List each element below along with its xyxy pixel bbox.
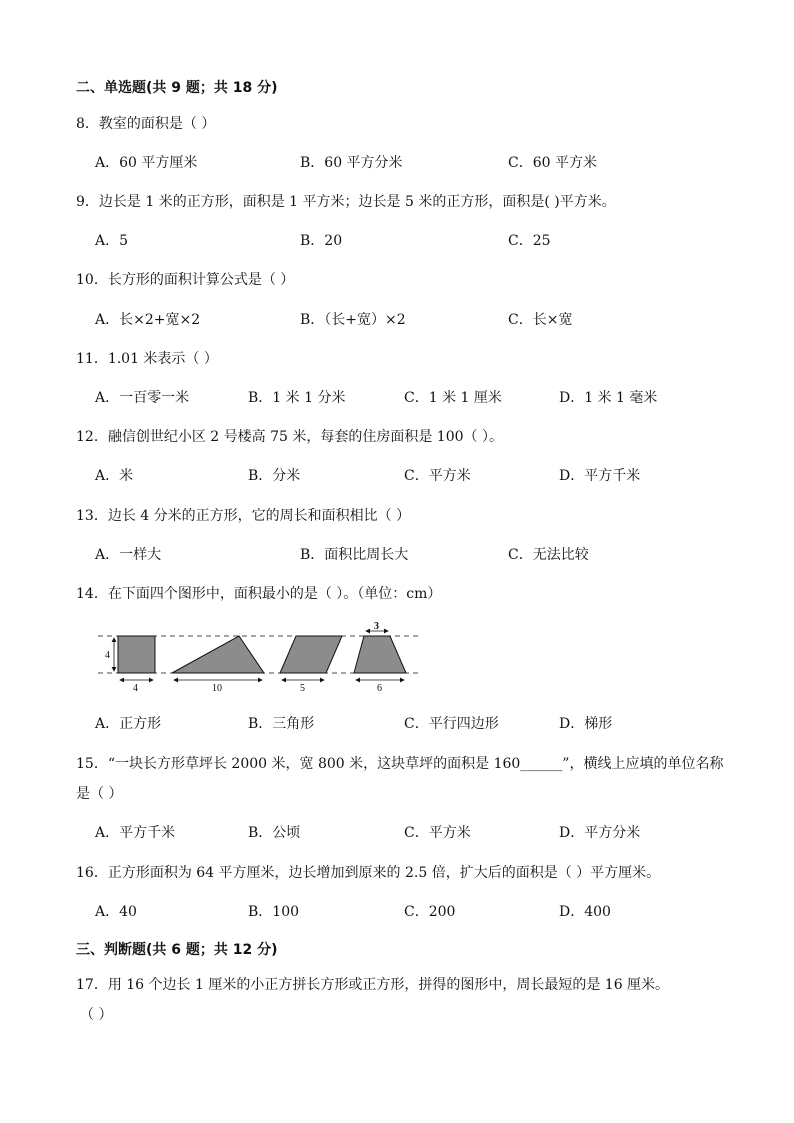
question-14-option-a[interactable]: A．正方形 [95,716,162,732]
question-8-option-c[interactable]: C．60 平方米 [508,155,597,171]
triangle-shape [172,636,264,673]
question-15-option-a[interactable]: A．平方千米 [95,825,176,841]
question-12-option-c[interactable]: C．平方米 [404,468,471,484]
square-base-label: 4 [133,683,138,694]
question-14-option-d[interactable]: D．梯形 [559,716,613,732]
question-13-stem: 13．边长 4 分米的正方形，它的周长和面积相比（ ） [76,508,411,524]
trapezoid-shape [354,636,406,673]
question-16-option-a[interactable]: A．40 [95,904,137,920]
question-15-option-c[interactable]: C．平方米 [404,825,471,841]
trapezoid-bottom-label: 6 [377,683,382,694]
question-15-stem-line1: 15．“一块长方形草坪长 2000 米，宽 800 米，这块草坪的面积是 160______”，横线上应填的单位名称 [76,756,724,772]
question-9-stem: 9．边长是 1 米的正方形，面积是 1 平方米；边长是 5 米的正方形，面积是( )平方米。 [76,194,616,210]
question-8-option-b[interactable]: B．60 平方分米 [300,155,403,171]
square-height-label: 4 [105,650,110,661]
question-14-option-c[interactable]: C．平行四边形 [404,716,499,732]
question-14-option-b[interactable]: B．三角形 [248,716,315,732]
triangle-base-label: 10 [212,683,222,694]
question-17-answer-blank[interactable]: （ ） [80,1007,113,1023]
parallelogram-base-label: 5 [300,683,305,694]
question-10-option-b[interactable]: B．（长+宽）×2 [300,312,406,328]
question-16-option-c[interactable]: C．200 [404,904,456,920]
question-15-option-b[interactable]: B．公顷 [248,825,301,841]
question-16-option-d[interactable]: D．400 [559,904,611,920]
question-13-option-c[interactable]: C．无法比较 [508,547,589,563]
question-9-option-a[interactable]: A．5 [95,233,129,249]
question-11-option-d[interactable]: D．1 米 1 毫米 [559,390,658,406]
question-11-option-b[interactable]: B．1 米 1 分米 [248,390,346,406]
question-9-option-b[interactable]: B．20 [300,233,343,249]
question-16-stem: 16．正方形面积为 64 平方厘米，边长增加到原来的 2.5 倍，扩大后的面积是（ ）平方厘米。 [76,865,661,881]
shapes-figure [96,620,426,698]
trapezoid-top-label: 3 [374,621,379,632]
question-10-stem: 10．长方形的面积计算公式是（ ） [76,272,295,288]
question-10-option-c[interactable]: C．长×宽 [508,312,573,328]
question-12-stem: 12．融信创世纪小区 2 号楼高 75 米，每套的住房面积是 100（ ）。 [76,429,503,445]
question-8-stem: 8．教室的面积是（ ） [76,116,216,132]
question-9-option-c[interactable]: C．25 [508,233,551,249]
question-13-option-a[interactable]: A．一样大 [95,547,162,563]
question-12-option-d[interactable]: D．平方千米 [559,468,641,484]
parallelogram-shape [280,636,342,673]
question-15-option-d[interactable]: D．平方分米 [559,825,641,841]
square-shape [118,636,155,673]
question-11-stem: 11．1.01 米表示（ ） [76,351,218,367]
question-17-stem-line1: 17．用 16 个边长 1 厘米的小正方拼长方形或正方形，拼得的图形中，周长最短的是 16 厘米。 [76,977,670,993]
question-12-option-a[interactable]: A．米 [95,468,134,484]
question-15-stem-line2: 是（ ） [76,786,123,802]
question-11-option-a[interactable]: A．一百零一米 [95,390,190,406]
question-14-stem: 14．在下面四个图形中，面积最小的是（ ）。（单位：cm） [76,586,442,602]
section-heading-single-choice: 二、单选题(共 9 题；共 18 分) [76,80,278,96]
question-13-option-b[interactable]: B．面积比周长大 [300,547,409,563]
question-11-option-c[interactable]: C．1 米 1 厘米 [404,390,502,406]
question-12-option-b[interactable]: B．分米 [248,468,301,484]
question-10-option-a[interactable]: A．长×2+宽×2 [95,312,201,328]
question-16-option-b[interactable]: B．100 [248,904,300,920]
section-heading-true-false: 三、判断题(共 6 题；共 12 分) [76,942,278,958]
question-8-option-a[interactable]: A．60 平方厘米 [95,155,198,171]
